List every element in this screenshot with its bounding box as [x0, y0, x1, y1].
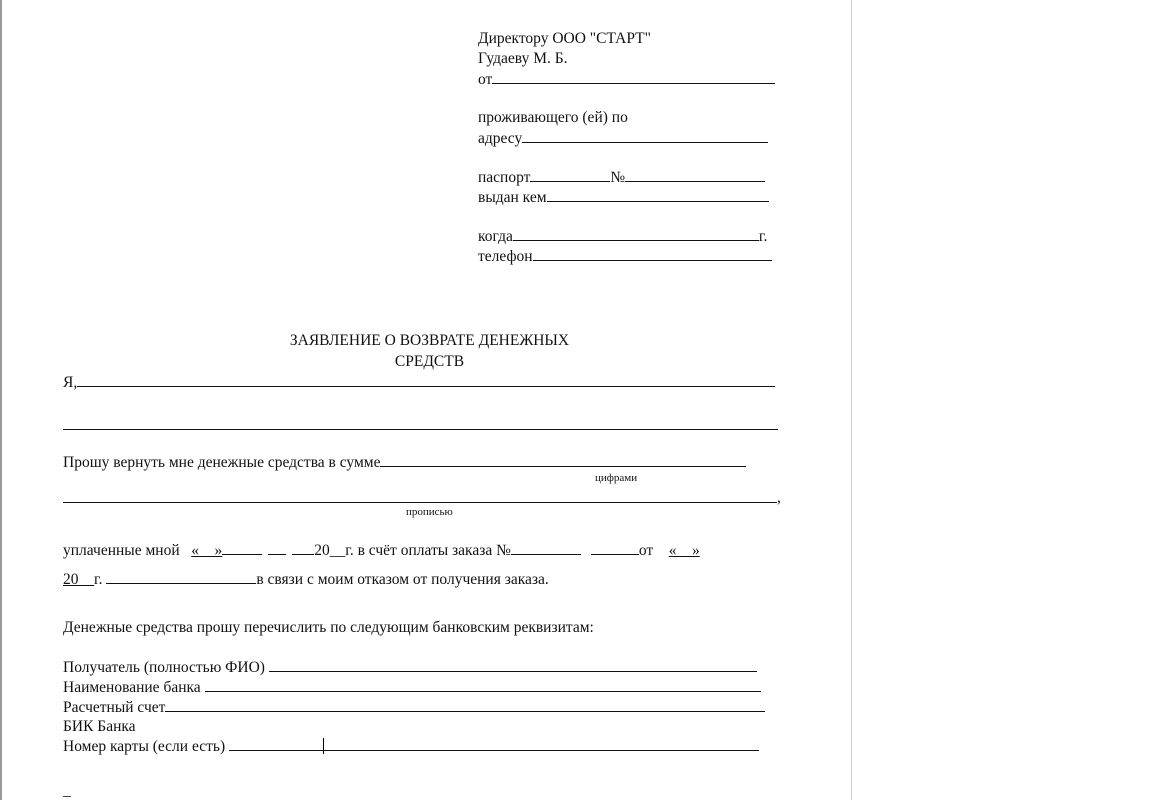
from-label: от — [478, 71, 493, 88]
order-day-field[interactable]: «__» — [668, 542, 700, 559]
applicant-line[interactable] — [63, 372, 775, 393]
month-gap-rule-2 — [292, 540, 314, 555]
issued-by-field[interactable] — [547, 187, 769, 202]
digits-hint: цифрами — [595, 472, 638, 484]
amount-line[interactable] — [63, 452, 746, 473]
from-field[interactable] — [492, 69, 775, 84]
bank-intro: Денежные средства прошу перечислить по следующим банковским реквизитам: — [63, 619, 594, 636]
recipient-line[interactable] — [63, 657, 757, 678]
order-number-field-2[interactable] — [591, 540, 639, 555]
amount-comma: , — [777, 489, 781, 506]
amount-digits-field[interactable] — [380, 452, 746, 467]
month-gap-rule — [268, 540, 286, 555]
passport-number-field[interactable] — [625, 167, 765, 182]
header-director — [478, 29, 651, 49]
issued-by-label: выдан кем — [478, 189, 547, 206]
payment-month-field[interactable] — [222, 540, 262, 555]
card-label: Номер карты (если есть) — [63, 738, 226, 755]
document-title-line1: ЗАЯВЛЕНИЕ О ВОЗВРАТЕ ДЕНЕЖНЫХ — [289, 332, 570, 349]
director-text: Директору ООО "СТАРТ" — [478, 30, 651, 47]
reason-line[interactable] — [63, 569, 549, 590]
header-when-line[interactable] — [478, 226, 767, 247]
bank-name-label: Наименование банка — [63, 679, 201, 696]
header-issued-line[interactable] — [478, 187, 769, 208]
order-year-field[interactable]: 20__ — [63, 571, 94, 588]
paid-by-me-text: уплаченные мной — [63, 542, 180, 559]
applicant-field[interactable] — [77, 372, 775, 387]
header-passport-line[interactable] — [478, 167, 765, 188]
passport-series-field[interactable] — [530, 167, 610, 182]
header-phone-line[interactable] — [478, 246, 772, 267]
header-name — [478, 49, 568, 69]
account-line[interactable] — [63, 697, 765, 718]
footer-dash: _ — [63, 782, 71, 799]
account-label: Расчетный счет — [63, 699, 166, 716]
order-label: г. в счёт оплаты заказа № — [345, 542, 511, 559]
address-label: адресу — [478, 130, 523, 147]
order-year-suffix: г. — [94, 571, 103, 588]
order-from-label: от — [638, 542, 654, 559]
header-residing — [478, 108, 628, 128]
recipient-label: Получатель (полностью ФИО) — [63, 659, 265, 676]
passport-number-sign: № — [610, 169, 626, 186]
payment-day-field[interactable]: «__» — [191, 542, 223, 559]
phone-field[interactable] — [533, 246, 772, 261]
text-cursor — [323, 738, 324, 754]
addressee-name: Гудаеву М. Б. — [478, 50, 568, 67]
order-extra-field[interactable] — [106, 569, 256, 584]
applicant-continuation-rule[interactable] — [63, 429, 778, 430]
recipient-field[interactable] — [269, 657, 757, 672]
passport-label: паспорт — [478, 169, 531, 186]
phone-label: телефон — [478, 248, 533, 265]
bik-line — [63, 717, 136, 737]
when-year-suffix: г. — [758, 228, 768, 245]
account-field[interactable] — [165, 697, 765, 712]
residing-label: проживающего (ей) по — [478, 109, 628, 126]
header-address-line[interactable] — [478, 128, 768, 149]
page-right-edge — [851, 0, 852, 800]
address-field[interactable] — [522, 128, 768, 143]
when-field[interactable] — [513, 226, 759, 241]
words-hint: прописью — [406, 506, 453, 518]
amount-words-rule[interactable] — [63, 502, 777, 503]
bank-name-field[interactable] — [205, 677, 761, 692]
payment-date-line[interactable] — [63, 540, 700, 561]
payment-year-field[interactable]: 20__ — [314, 542, 346, 559]
order-number-field[interactable] — [511, 540, 581, 555]
when-label: когда — [478, 228, 513, 245]
document-title-line2: СРЕДСТВ — [394, 353, 465, 370]
card-field[interactable] — [229, 736, 759, 751]
header-from-line[interactable] — [478, 69, 775, 90]
reason-text: в связи с моим отказом от получения заказа. — [256, 571, 549, 588]
card-line[interactable] — [63, 736, 759, 757]
i-label: Я, — [63, 374, 78, 391]
bank-name-line[interactable] — [63, 677, 761, 698]
bik-label: БИК Банка — [63, 718, 136, 735]
request-text: Прошу вернуть мне денежные средства в сумме — [63, 454, 381, 471]
